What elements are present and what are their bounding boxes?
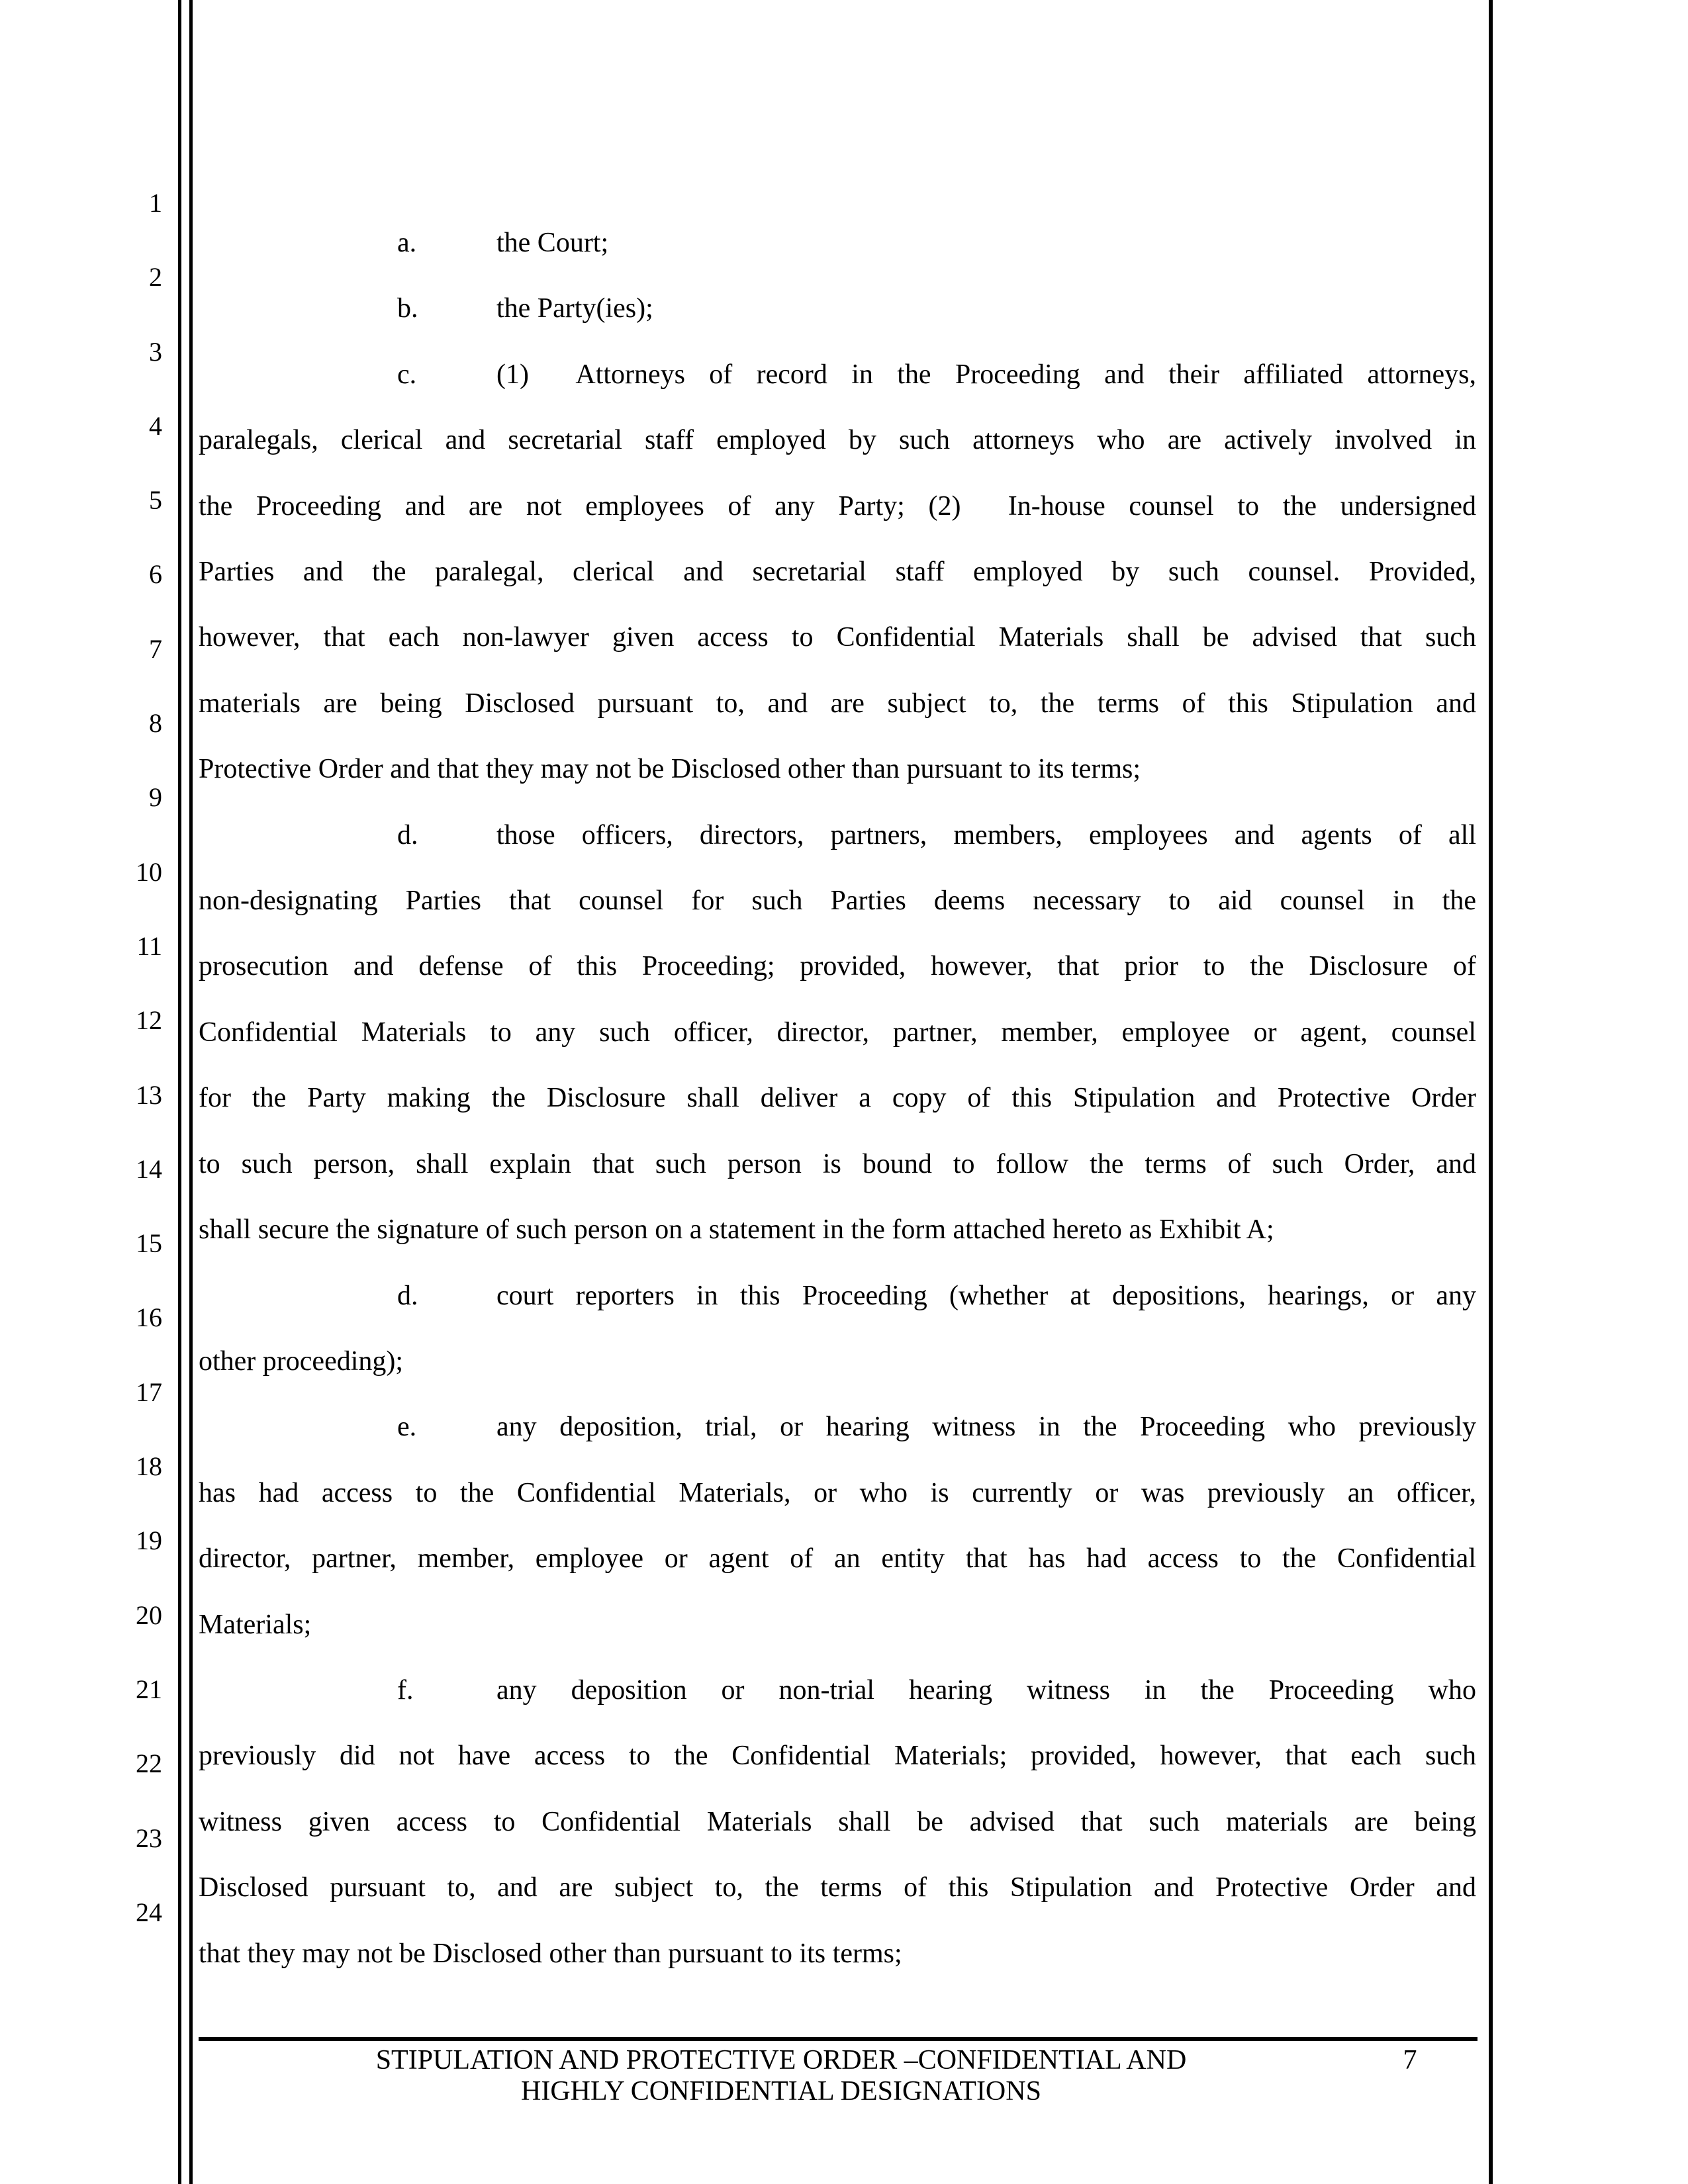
- line-number: 5: [149, 485, 162, 516]
- text-run: to such person, shall explain that such person is bound to follow the terms of such Order, and: [199, 1148, 1476, 1179]
- text-run: court reporters in this Proceeding (whether at depositions, hearings, or any: [496, 1280, 1476, 1311]
- text-line: [199, 934, 1476, 999]
- text-run: however, that each non-lawyer given access to Confidential Materials shall be advised that such: [199, 622, 1476, 653]
- text-line: [199, 1723, 1476, 1789]
- text-run: Confidential Materials to any such officer, director, partner, member, employee or agent, counsel: [199, 1017, 1476, 1048]
- text-line: [199, 1855, 1476, 1921]
- text-line: [199, 671, 1476, 737]
- text-line: [199, 737, 1476, 802]
- text-run: witness given access to Confidential Materials shall be advised that such materials are being: [199, 1806, 1476, 1837]
- text-line: [199, 539, 1476, 605]
- paragraph-label: e.: [397, 1412, 417, 1443]
- line-number: 19: [136, 1525, 162, 1556]
- paragraph-label: c.: [397, 359, 417, 390]
- text-run: the Court;: [496, 228, 609, 258]
- line-number: 18: [136, 1451, 162, 1482]
- text-line: [199, 803, 1476, 868]
- text-run: materials are being Disclosed pursuant to, and are subject to, the terms of this Stipulation and: [199, 688, 1476, 719]
- paragraph-label: d.: [397, 819, 418, 850]
- text-run: any deposition or non-trial hearing witness in the Proceeding who: [496, 1674, 1476, 1706]
- text-line: [199, 1394, 1476, 1460]
- line-number: 3: [149, 336, 162, 367]
- line-number: 9: [149, 782, 162, 813]
- line-number: 20: [136, 1600, 162, 1630]
- line-number: 6: [149, 559, 162, 590]
- left-margin-rule-outer: [178, 0, 181, 2184]
- page-number: 7: [1403, 2045, 1417, 2075]
- footer-rule: [199, 2037, 1477, 2041]
- text-line: [199, 276, 1476, 341]
- right-margin-rule: [1489, 0, 1493, 2184]
- line-number: 15: [136, 1228, 162, 1259]
- text-run: has had access to the Confidential Materials, or who is currently or was previously an officer,: [199, 1477, 1476, 1508]
- line-number: 12: [136, 1005, 162, 1036]
- line-number: 16: [136, 1302, 162, 1333]
- text-line: [199, 1132, 1476, 1197]
- text-run: previously did not have access to the Confidential Materials; provided, however, that each such: [199, 1741, 1476, 1772]
- text-line: [199, 1000, 1476, 1066]
- text-run: Materials;: [199, 1609, 312, 1640]
- text-run: director, partner, member, employee or agent of an entity that has had access to the Confidential: [199, 1543, 1476, 1574]
- text-run: Disclosed pursuant to, and are subject to, the terms of this Stipulation and Protective Order and: [199, 1872, 1476, 1903]
- paragraph-label: d.: [397, 1280, 418, 1311]
- text-run: other proceeding);: [199, 1345, 404, 1377]
- text-run: the Proceeding and are not employees of any Party; (2) In-house counsel to the undersigned: [199, 490, 1476, 522]
- text-run: non-designating Parties that counsel for such Parties deems necessary to aid counsel in the: [199, 886, 1476, 917]
- paragraph-label: a.: [397, 228, 417, 258]
- line-number: 14: [136, 1154, 162, 1184]
- text-run: that they may not be Disclosed other than pursuant to its terms;: [199, 1938, 902, 1969]
- line-number: 22: [136, 1749, 162, 1779]
- footer-title: [199, 2045, 1364, 2107]
- footer-title-line1: STIPULATION AND PROTECTIVE ORDER –CONFIDENTIAL AND: [375, 2045, 1187, 2075]
- line-number: 23: [136, 1823, 162, 1853]
- text-line: [199, 868, 1476, 934]
- text-run: the Party(ies);: [496, 293, 653, 324]
- text-run: those officers, directors, partners, members, employees and agents of all: [496, 819, 1476, 850]
- paragraph-label: f.: [397, 1674, 414, 1706]
- text-line: [199, 474, 1476, 539]
- left-margin-rule-inner: [189, 0, 193, 2184]
- text-run: prosecution and defense of this Proceeding; provided, however, that prior to the Disclosure of: [199, 951, 1476, 982]
- text-line: [199, 1197, 1476, 1263]
- text-line: [199, 605, 1476, 670]
- line-number: 8: [149, 708, 162, 739]
- text-line: [199, 1066, 1476, 1131]
- text-line: [199, 1263, 1476, 1329]
- text-line: [199, 1461, 1476, 1526]
- text-line: [199, 1790, 1476, 1855]
- line-number: 24: [136, 1897, 162, 1927]
- text-run: Protective Order and that they may not be Disclosed other than pursuant to its terms;: [199, 754, 1141, 785]
- line-number: 13: [136, 1079, 162, 1110]
- text-line: [199, 1921, 1476, 1987]
- line-number: 21: [136, 1674, 162, 1704]
- footer-title-line2: HIGHLY CONFIDENTIAL DESIGNATIONS: [521, 2076, 1041, 2107]
- text-line: [199, 1592, 1476, 1658]
- line-number: 11: [136, 931, 162, 961]
- line-number: 2: [149, 262, 162, 293]
- text-line: [199, 408, 1476, 473]
- text-run: Parties and the paralegal, clerical and secretarial staff employed by such counsel. Provided,: [199, 557, 1476, 588]
- line-number: 10: [136, 856, 162, 887]
- text-line: [199, 1658, 1476, 1723]
- paragraph-label: b.: [397, 293, 418, 324]
- text-line: [199, 342, 1476, 408]
- text-run: (1) Attorneys of record in the Proceeding and their affiliated attorneys,: [496, 359, 1476, 390]
- line-number: 17: [136, 1377, 162, 1407]
- text-line: [199, 210, 1476, 276]
- text-run: shall secure the signature of such person on a statement in the form attached hereto as Exhibit A;: [199, 1214, 1274, 1246]
- text-run: any deposition, trial, or hearing witness in the Proceeding who previously: [496, 1412, 1476, 1443]
- text-run: paralegals, clerical and secretarial staff employed by such attorneys who are actively involved in: [199, 425, 1476, 456]
- text-line: [199, 1526, 1476, 1592]
- body-text: [199, 210, 1476, 1987]
- text-run: for the Party making the Disclosure shall deliver a copy of this Stipulation and Protective Order: [199, 1083, 1476, 1114]
- text-line: [199, 1329, 1476, 1394]
- line-number: 7: [149, 633, 162, 664]
- line-number-column: [0, 166, 162, 1950]
- line-number: 1: [149, 188, 162, 218]
- line-number: 4: [149, 410, 162, 441]
